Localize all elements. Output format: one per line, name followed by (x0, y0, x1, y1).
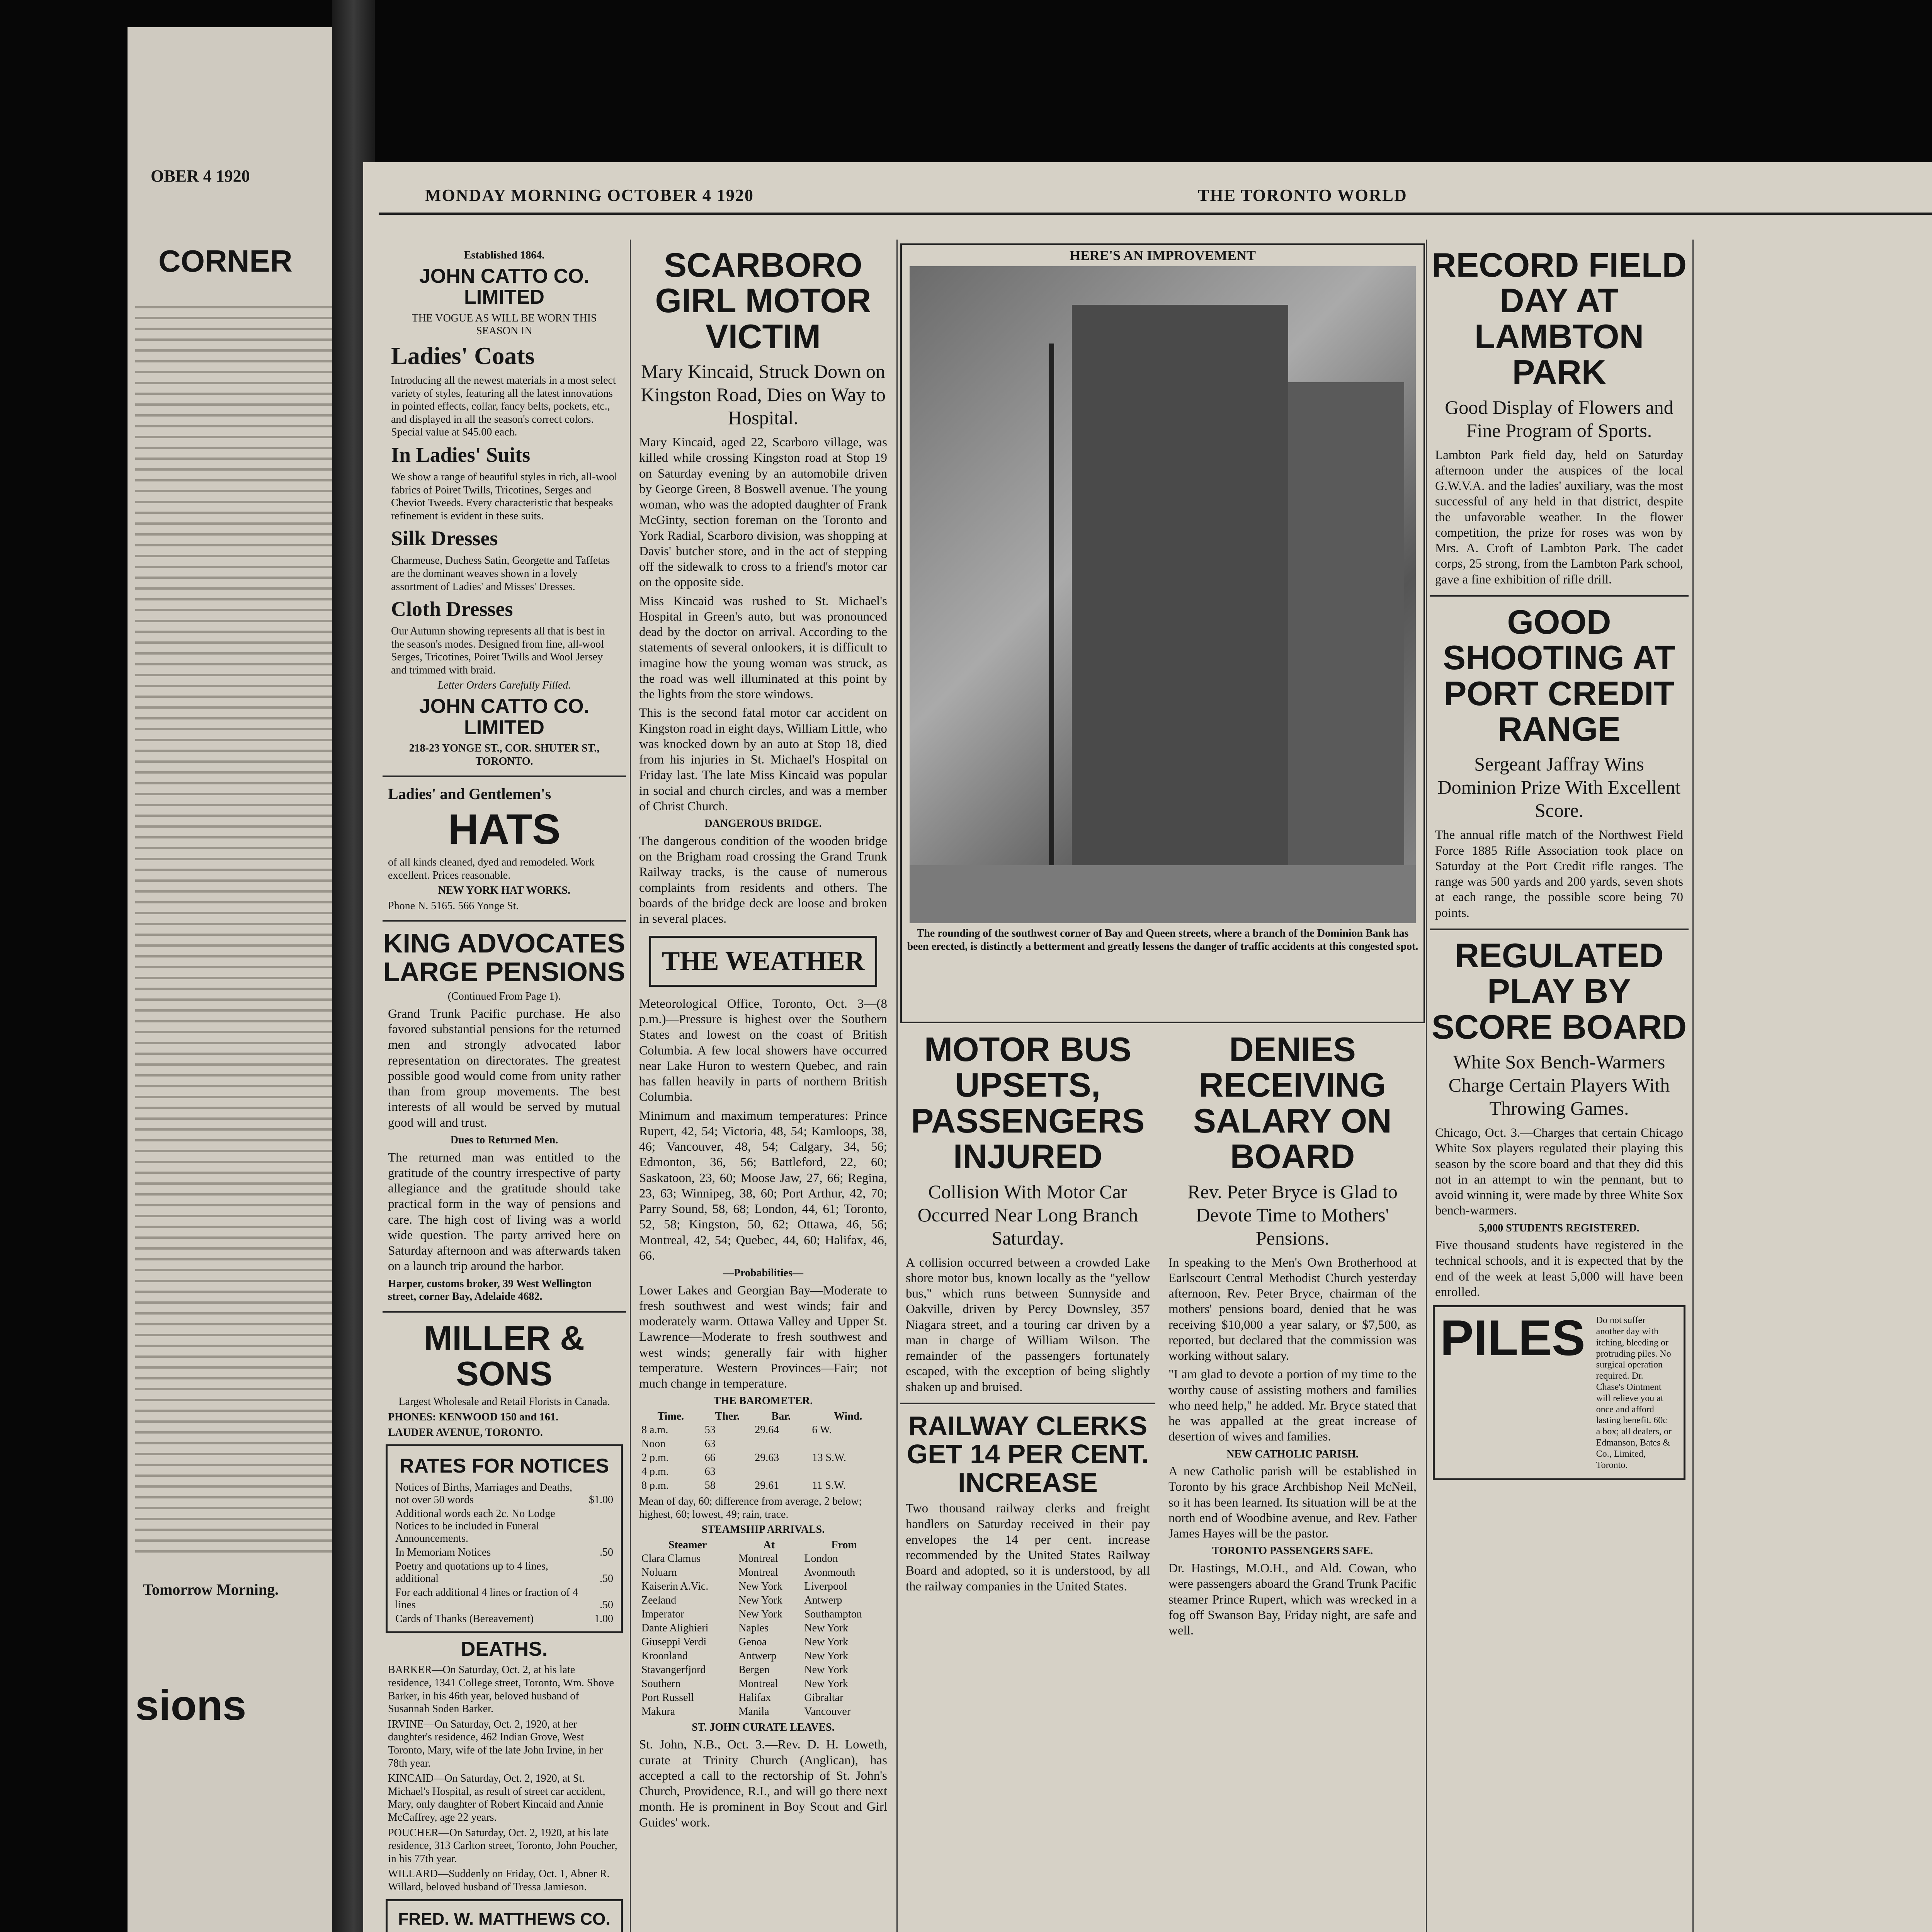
improvement-heading: HERE'S AN IMPROVEMENT (1069, 248, 1256, 263)
improvement-caption: The rounding of the southwest corner of Bay and Queen streets, where a branch of the Dominion Bank has been erected, is distinctly a betterment and greatly lessens the danger of traffic accidents at this congested spot. (907, 927, 1418, 952)
barometer-cell: 2 p.m. (641, 1451, 669, 1464)
barometer-cell: 63 (704, 1465, 716, 1478)
death-notice: IRVINE—On Saturday, Oct. 2, 1920, at her daughter's residence, 462 Indian Grove, West Toronto, Mary, wife of the late John Irvine, in her 78th year. (388, 1718, 603, 1769)
deaths-heading: DEATHS. (461, 1638, 548, 1660)
steamship-cell: Kroonland (641, 1650, 688, 1662)
catto-name: JOHN CATTO CO. LIMITED (419, 265, 590, 309)
weather-heading-box (649, 936, 877, 987)
king-pensions-headline: KING ADVOCATES LARGE PENSIONS (383, 928, 626, 987)
rate-price: .50 (600, 1546, 613, 1558)
barometer-cell: 4 p.m. (641, 1465, 669, 1478)
steamship-cell: London (804, 1552, 838, 1565)
table-row (639, 1649, 886, 1663)
hats-company: NEW YORK HAT WORKS. (438, 884, 571, 897)
death-notice: WILLARD—Suddenly on Friday, Oct. 1, Abner R. Willard, beloved husband of Tressa Jamieson. (388, 1868, 610, 1893)
column-5 (1430, 243, 1689, 1932)
column-rule (1426, 240, 1427, 1932)
divider (900, 1403, 1155, 1404)
masthead-rule (379, 213, 1932, 215)
barometer-column-header: Ther. (715, 1410, 740, 1422)
catto-established: Established 1864. (464, 249, 545, 261)
lambton-deck: Good Display of Flowers and Fine Program of Sports. (1445, 396, 1673, 441)
catholic-parish-text: A new Catholic parish will be established in Toronto by his grace Archbishop Neil McNeil, so it has been learned. Its situation will be at the north end of Woodbine avenue, and Rev. Father James Hayes will be the pastor. (1168, 1464, 1417, 1541)
death-notice: BARKER—On Saturday, Oct. 2, at his late residence, 1341 College street, Toronto, Wm. Shove Barker, in his 46th year, beloved husband of Susannah Soden Barker. (388, 1664, 614, 1715)
death-notice: POUCHER—On Saturday, Oct. 2, 1920, at his late residence, 313 Carlton street, Toronto, John Poucher, in his 77th year. (388, 1827, 617, 1865)
serial-teaser: Tomorrow Morning. (143, 1581, 279, 1598)
rates-heading: RATES FOR NOTICES (399, 1455, 609, 1478)
bay-queen-corner-photo (910, 266, 1416, 923)
cloth-text: Our Autumn showing represents all that is best in the season's modes. Designed from fine, all-wool Serges, Tricotines, Poiret Twills and Wool Jersey and trimmed with braid. (391, 625, 605, 676)
steamship-cell: Zeeland (641, 1594, 677, 1606)
table-row (639, 1621, 886, 1635)
matthews-name: FRED. W. MATTHEWS CO. (398, 1909, 611, 1929)
table-header-row (639, 1410, 886, 1423)
table-row (639, 1580, 886, 1594)
steamship-cell: Montreal (738, 1552, 778, 1565)
rate-row (393, 1546, 616, 1560)
barometer-cell: 6 W. (812, 1423, 832, 1436)
steamship-cell: Makura (641, 1705, 675, 1718)
steamship-cell: New York (738, 1580, 782, 1592)
scarboro-text-3: This is the second fatal motor car accident on Kingston road in eight days, William Little, who was knocked down by an auto at Stop 18, died from his injuries in St. Michael's Hospital on Friday last. The late Miss Kincaid was popular in social and church circles, and was a member of Christ Church. (639, 706, 887, 813)
table-row (639, 1423, 886, 1437)
rate-price: .50 (600, 1599, 613, 1611)
barometer-cell (752, 1437, 810, 1451)
bridge-text: The dangerous condition of the wooden bridge on the Brigham road crossing the Grand Trunk Railway tracks, is the cause of numerous complaints from residents and others. The boards of the bridge deck are loose and broken in several places. (639, 834, 887, 926)
rate-label: In Memoriam Notices (395, 1546, 491, 1558)
barometer-cell: 66 (704, 1451, 716, 1464)
score-board-headline: REGULATED PLAY BY SCORE BOARD (1431, 936, 1687, 1046)
deaths-list (383, 1663, 626, 1893)
scarboro-text-2: Miss Kincaid was rushed to St. Michael's Hospital in Green's auto, but was pronounced dead by the doctor on arrival. According to the statements of several onlookers, it is difficult to imagine how the young woman was struck, as the road was well illuminated at this point by the lights from the store windows. (639, 594, 887, 702)
barometer-cell: 58 (704, 1479, 716, 1492)
photo-building (1288, 382, 1404, 884)
catto-name-footer: JOHN CATTO CO. LIMITED (419, 695, 590, 739)
barometer-cell: 63 (704, 1437, 716, 1450)
newspaper-page (363, 162, 1932, 1932)
rate-price: .50 (600, 1572, 613, 1585)
rate-label: Cards of Thanks (Bereavement) (395, 1612, 534, 1625)
table-row (639, 1566, 886, 1580)
steamship-cell: Dante Alighieri (641, 1622, 709, 1634)
rate-row (393, 1586, 616, 1612)
scarboro-deck: Mary Kincaid, Struck Down on Kingston Road, Dies on Way to Hospital. (641, 361, 886, 429)
rate-row (393, 1560, 616, 1586)
curate-heading: ST. JOHN CURATE LEAVES. (692, 1721, 835, 1733)
steamship-cell: Clara Clamus (641, 1552, 701, 1565)
score-board-text: Chicago, Oct. 3.—Charges that certain Chicago White Sox players regulated their playing this season by the score board and that they did this not in an attempt to win the pennant, but to avoid winning it, were made by three White Sox bench-warmers. (1435, 1126, 1683, 1218)
weather-heading: THE WEATHER (662, 946, 865, 976)
dues-heading: Dues to Returned Men. (450, 1134, 558, 1146)
hats-text: of all kinds cleaned, dyed and remodeled. Work excellent. Prices reasonable. (388, 856, 595, 881)
passengers-safe-heading: TORONTO PASSENGERS SAFE. (1212, 1545, 1373, 1557)
table-row (639, 1607, 886, 1621)
motor-bus-headline: MOTOR BUS UPSETS, PASSENGERS INJURED (911, 1030, 1145, 1176)
steamship-cell: Avonmouth (804, 1566, 855, 1578)
rate-row (393, 1481, 616, 1507)
steamship-column-header: Steamer (668, 1539, 707, 1551)
bridge-heading: DANGEROUS BRIDGE. (704, 818, 822, 830)
lambton-text: Lambton Park field day, held on Saturday afternoon under the auspices of the local G.W.V.A. and the ladies' auxiliary, was the most successful of any held in that district, despite the unfavorable weather. In the flower competition, the prize for roses was won by Mrs. A. Croft of Lambton Park. The cadet corps, 25 strong, from the Lambton Park school, gave a fine exhibition of rifle drill. (1435, 448, 1683, 587)
barometer-cell: 29.61 (755, 1479, 779, 1492)
hats-address: Phone N. 5165. 566 Yonge St. (388, 900, 519, 912)
score-board-deck: White Sox Bench-Warmers Charge Certain Players With Throwing Games. (1448, 1051, 1670, 1119)
steamship-column-header: At (763, 1539, 775, 1551)
table-row (639, 1552, 886, 1566)
left-page-text-block (135, 298, 352, 1553)
steamship-cell: Port Russell (641, 1691, 694, 1704)
dues-text: The returned man was entitled to the gratitude of the country irrespective of party allegiance and the gratitude should take practical form in the way of pensions and care. The high cost of living was a world wide question. The party arrived here on Saturday afternoon and was afterwards taken on a launch trip around the harbor. (388, 1150, 621, 1274)
steamship-cell: Bergen (738, 1663, 770, 1676)
rate-label: Additional words each 2c. No Lodge Notices to be included in Funeral Announcements. (395, 1507, 555, 1544)
table-row (639, 1437, 886, 1451)
improvement-photo-block (900, 243, 1425, 1023)
table-row (639, 1451, 886, 1465)
steamship-column-header: From (831, 1539, 857, 1551)
ladies-coats-heading: Ladies' Coats (391, 342, 535, 369)
rate-price: $1.00 (589, 1493, 613, 1506)
photo-pole (1049, 344, 1054, 884)
left-page-ad-fragment: sions (135, 1682, 247, 1729)
probabilities-heading: —Probabilities— (723, 1267, 803, 1279)
passengers-safe-text: Dr. Hastings, M.O.H., and Ald. Cowan, who were passengers aboard the Grand Trunk Pacific steamer Prince Rupert, which was wrecked in a fog off Swanson Bay, Friday night, are safe and well. (1168, 1561, 1417, 1638)
steamship-cell: Montreal (738, 1677, 778, 1690)
miller-sons-address: LAUDER AVENUE, TORONTO. (388, 1426, 543, 1439)
port-credit-text: The annual rifle match of the Northwest Field Force 1885 Rifle Association took place on Saturday at the Port Credit rifle ranges. The range was 500 yards and 200 yards, seven shots at each range, the possible score being 70 points. (1435, 828, 1683, 920)
column-4 (1163, 1028, 1422, 1932)
barometer-cell: 13 S.W. (812, 1451, 846, 1464)
rate-label: For each additional 4 lines or fraction of 4 lines (395, 1586, 578, 1611)
photo-street (910, 865, 1416, 923)
steamship-cell: Imperator (641, 1608, 684, 1620)
steamship-cell: Genoa (738, 1636, 767, 1648)
left-page-fragment (128, 27, 359, 1932)
steamship-cell: New York (804, 1636, 848, 1648)
divider (383, 776, 626, 777)
port-credit-headline: GOOD SHOOTING AT PORT CREDIT RANGE (1443, 602, 1675, 748)
suits-text: We show a range of beautiful styles in rich, all-wool fabrics of Poiret Twills, Tricotines, Serges and Cheviot Tweeds. Every characteristic that bespeaks refinement is evident in these suits. (391, 471, 617, 522)
denies-salary-text-2: "I am glad to devote a portion of my time to the worthy cause of assisting mothers and families who need help," he added. Mr. Bryce stated that he was appalled at the great increase of desertion of wives and families. (1168, 1367, 1417, 1444)
steamship-heading: STEAMSHIP ARRIVALS. (701, 1524, 825, 1536)
table-row (639, 1663, 886, 1677)
steamship-cell: New York (738, 1608, 782, 1620)
denies-salary-text-1: In speaking to the Men's Own Brotherhood at Earlscourt Central Methodist Church yesterday afternoon, Rev. Peter Bryce, chairman of the mothers' pensions board, denied that he was receiving $10,000 a year salary, or $7,500, as reported, but declared that the commission was working without salary. (1168, 1255, 1417, 1363)
miller-sons-text: Largest Wholesale and Retail Florists in Canada. (398, 1396, 610, 1408)
table-row (639, 1677, 886, 1691)
rate-row (393, 1612, 616, 1626)
steamship-cell: Giuseppi Verdi (641, 1636, 707, 1648)
steamship-cell: Montreal (738, 1566, 778, 1578)
barometer-cell: Noon (641, 1437, 666, 1450)
steamship-cell: Liverpool (804, 1580, 847, 1592)
rate-price (587, 1507, 616, 1546)
silk-text: Charmeuse, Duchess Satin, Georgette and Taffetas are the dominant weaves shown in a lovely assortment of Ladies' and Misses' Dresses. (391, 554, 610, 593)
death-notice: KINCAID—On Saturday, Oct. 2, 1920, at St. Michael's Hospital, as result of street car accident, Mary, only daughter of Robert Kincaid and Annie McCaffrey, age 22 years. (388, 1772, 605, 1823)
weather-temperatures: Minimum and maximum temperatures: Prince Rupert, 42, 54; Victoria, 48, 54; Kamloops, 38, 46; Vancouver, 48, 54; Calgary, 34, 56; Edmonton, 36, 56; Battleford, 22, 60; Saskatoon, 23, 60; Moose Jaw, 27, 66; Regina, 23, 63; Winnipeg, 38, 60; Port Arthur, 42, 70; Parry Sound, 58, 68; London, 44, 61; Toronto, 52, 58; Kingston, 50, 62; Ottawa, 46, 56; Montreal, 42, 54; Quebec, 44, 60; Halifax, 46, 66. (639, 1109, 887, 1263)
rate-label: Poetry and quotations up to 4 lines, additional (395, 1560, 548, 1585)
weather-text: Meteorological Office, Toronto, Oct. 3—(8 p.m.)—Pressure is highest over the Southern States and lowest on the coast of British Columbia. A few local showers have occurred near Lake Huron to western Quebec, and rain has fallen heavily in parts of northern British Columbia. (639, 997, 887, 1104)
barometer-heading: THE BAROMETER. (713, 1395, 813, 1407)
table-header-row (639, 1539, 886, 1552)
barometer-column-header: Bar. (771, 1410, 791, 1422)
suits-heading: In Ladies' Suits (391, 443, 531, 466)
catholic-parish-heading: NEW CATHOLIC PARISH. (1226, 1448, 1359, 1460)
catto-vogue: THE VOGUE AS WILL BE WORN THIS SEASON IN (412, 312, 597, 337)
rate-label: Notices of Births, Marriages and Deaths, not over 50 words (395, 1481, 572, 1506)
steamship-cell: Naples (738, 1622, 769, 1634)
denies-salary-deck: Rev. Peter Bryce is Glad to Devote Time to Mothers' Pensions. (1187, 1180, 1398, 1249)
cloth-heading: Cloth Dresses (391, 597, 513, 621)
rates-table (393, 1481, 616, 1626)
barometer-cell: 53 (704, 1423, 716, 1436)
column-rule (896, 240, 898, 1932)
steamship-cell: New York (738, 1594, 782, 1606)
steamship-cell: Antwerp (804, 1594, 842, 1606)
probabilities-text: Lower Lakes and Georgian Bay—Moderate to fresh southwest and west winds; fair and moderately warm. Ottawa Valley and Upper St. Lawrence—Moderate to fresh southwest and west winds; generally fair with higher temperature. Western Provinces—Fair; not much change in temperature. (639, 1283, 887, 1391)
catto-address: 218-23 YONGE ST., COR. SHUTER ST., TORONTO. (409, 742, 600, 767)
curate-text: St. John, N.B., Oct. 3.—Rev. D. H. Loweth, curate at Trinity Church (Anglican), has accepted a call to the rectorship of St. John's Church, Providence, R.I., and will go there next month. He is prominent in Boy Scout and Girl Guides' work. (639, 1738, 887, 1830)
steamship-cell: Kaiserin A.Vic. (641, 1580, 709, 1592)
barometer-cell: 29.64 (755, 1423, 779, 1436)
divider (383, 1311, 626, 1313)
rate-row (393, 1507, 616, 1546)
hats-prefix: Ladies' and Gentlemen's (388, 785, 551, 803)
steamship-cell: Vancouver (804, 1705, 851, 1718)
catto-ad (386, 249, 623, 768)
scarboro-text-1: Mary Kincaid, aged 22, Scarboro village, was killed while crossing Kingston road at Stop 19 on Saturday evening by an automobile driven by George Green, 8 Boswell avenue. The young woman, who was the adopted daughter of Frank McGinty, section foreman on the Toronto and York Radial, Scarboro division, was shopping at Davis' butcher store, and in the act of stepping off the sidewalk to cross to a friend's motor car on the opposite side. (639, 435, 887, 590)
barometer-cell: 8 a.m. (641, 1423, 668, 1436)
table-row (639, 1465, 886, 1479)
table-row (639, 1479, 886, 1493)
steamship-cell: New York (804, 1622, 848, 1634)
barometer-column-header: Time. (657, 1410, 684, 1422)
corner-column-title: CORNER (158, 244, 293, 278)
miller-sons-title: MILLER & SONS (424, 1318, 585, 1393)
steamship-cell: Antwerp (738, 1650, 777, 1662)
customs-broker-ad: Harper, customs broker, 39 West Wellington street, corner Bay, Adelaide 4682. (388, 1277, 592, 1303)
railway-clerks-headline: RAILWAY CLERKS GET 14 PER CENT. INCREASE (906, 1410, 1149, 1498)
piles-text: Do not suffer another day with itching, bleeding or protruding piles. No surgical operation required. Dr. Chase's Ointment will relieve you at once and afford lasting benefit. 60c a box; all dealers, or Edmanson, Bates & Co., Limited, Toronto. (1596, 1315, 1672, 1470)
barometer-note: Mean of day, 60; difference from average, 2 below; highest, 60; lowest, 49; rain, trace. (639, 1495, 862, 1520)
divider (1430, 929, 1689, 930)
railway-clerks-text: Two thousand railway clerks and freight handlers on Saturday received in their pay envelopes the 14 per cent. increase recommended by the United States Railway Board and adopted, so it is understood, by all the railway companies in the United States. (906, 1502, 1150, 1594)
students-text: Five thousand students have registered in the technical schools, and it is expected that by the end of the week at least 5,000 will have been enrolled. (1435, 1238, 1683, 1299)
steamship-cell: Gibraltar (804, 1691, 844, 1704)
table-row (639, 1705, 886, 1719)
steamship-cell: Southern (641, 1677, 681, 1690)
barometer-table (639, 1410, 886, 1493)
rate-price: 1.00 (594, 1612, 613, 1625)
ladies-coats-text: Introducing all the newest materials in a most select variety of styles, featuring all the latest innovations in pointed effects, collar, fancy belts, pockets, etc., and displayed in all the season's correct colors. Special value at $45.00 each. (391, 374, 616, 439)
photo-building (1072, 305, 1288, 884)
column-rule (1692, 240, 1694, 1932)
column-3 (900, 1028, 1155, 1932)
matthews-funeral-ad (386, 1899, 623, 1932)
barometer-cell: 8 p.m. (641, 1479, 669, 1492)
table-row (639, 1691, 886, 1705)
port-credit-deck: Sergeant Jaffray Wins Dominion Prize With Excellent Score. (1437, 753, 1681, 821)
catto-mail-orders: Letter Orders Carefully Filled. (437, 679, 571, 692)
masthead-date: MONDAY MORNING OCTOBER 4 1920 (425, 186, 754, 205)
king-continued: (Continued From Page 1). (447, 990, 561, 1003)
left-page-date: OBER 4 1920 (151, 167, 250, 185)
scarboro-headline: SCARBORO GIRL MOTOR VICTIM (655, 246, 871, 355)
steamship-cell: Noluarn (641, 1566, 677, 1578)
table-row (639, 1635, 886, 1649)
piles-title: PILES (1440, 1310, 1585, 1366)
rates-for-notices-box (386, 1444, 623, 1633)
barometer-cell: 11 S.W. (812, 1479, 846, 1492)
king-pensions-text: Grand Trunk Pacific purchase. He also favored substantial pensions for the returned men and strongly advocated labor representation on directorates. The greatest possible good would come from unity rather than from group movements. The best interests of all would be served by mutual good will and trust. (388, 1007, 621, 1130)
steamship-table (639, 1539, 886, 1719)
column-rule (630, 240, 631, 1932)
steamship-cell: New York (804, 1677, 848, 1690)
steamship-cell: Southampton (804, 1608, 862, 1620)
students-heading: 5,000 STUDENTS REGISTERED. (1479, 1222, 1639, 1234)
masthead-paper-name: THE TORONTO WORLD (1198, 186, 1407, 205)
column-2 (634, 243, 893, 1932)
divider (383, 920, 626, 922)
steamship-cell: Halifax (738, 1691, 771, 1704)
motor-bus-text: A collision occurred between a crowded Lake shore motor bus, known locally as the "yellow bus," which runs between Sunnyside and Oakville, driven by Percy Downsley, 357 Niagara street, and a touring car driven by a man in charge of William Wilson. The remainder of the passengers fortunately escaped, with the exception of being slightly shaken up and bruised. (906, 1255, 1150, 1394)
column-1 (383, 243, 626, 1932)
steamship-cell: Stavangerfjord (641, 1663, 706, 1676)
silk-heading: Silk Dresses (391, 527, 498, 550)
lambton-headline: RECORD FIELD DAY AT LAMBTON PARK (1432, 246, 1687, 391)
table-row (639, 1594, 886, 1607)
barometer-cell (810, 1437, 886, 1451)
steamship-cell: New York (804, 1663, 848, 1676)
miller-sons-phones: PHONES: KENWOOD 150 and 161. (388, 1411, 559, 1423)
barometer-column-header: Wind. (834, 1410, 862, 1422)
steamship-cell: New York (804, 1650, 848, 1662)
hats-ad (383, 785, 626, 912)
piles-ad (1433, 1305, 1685, 1480)
hats-title: HATS (448, 806, 561, 854)
denies-salary-headline: DENIES RECEIVING SALARY ON BOARD (1193, 1030, 1392, 1176)
motor-bus-deck: Collision With Motor Car Occurred Near Long Branch Saturday. (917, 1180, 1138, 1249)
barometer-cell: 29.63 (755, 1451, 779, 1464)
barometer-cell (810, 1465, 886, 1479)
steamship-cell: Manila (738, 1705, 769, 1718)
barometer-cell (752, 1465, 810, 1479)
divider (1430, 595, 1689, 597)
